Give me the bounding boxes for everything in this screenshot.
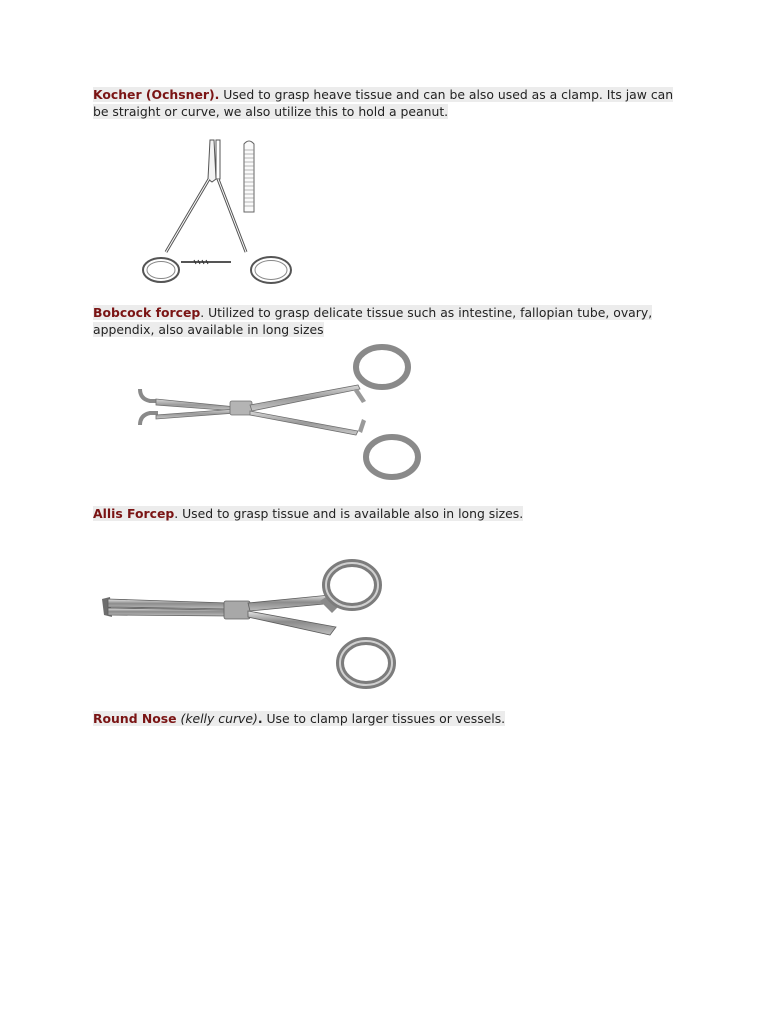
babcock-forceps-icon (136, 343, 426, 488)
kocher-forceps-icon (136, 134, 306, 289)
subterm-round-nose: (kelly curve) (176, 711, 258, 726)
description-allis: . Used to grasp tissue and is available also in long sizes. (174, 506, 524, 521)
entry-bobcock (93, 305, 683, 338)
term-bobcock: Bobcock forcep (93, 305, 201, 320)
entry-allis (93, 506, 683, 523)
entry-kocher (93, 87, 683, 120)
entry-round-nose (93, 711, 683, 728)
term-kocher: Kocher (Ochsner). (93, 87, 220, 102)
period-round-nose: . (257, 711, 263, 726)
term-round-nose: Round Nose (93, 711, 177, 726)
allis-forceps-icon (98, 545, 410, 700)
description-bobcock: . Utilized to grasp delicate tissue such as intestine, fallopian tube, ovary, appendix, also available in long sizes (93, 305, 653, 337)
description-round-nose: Use to clamp larger tissues or vessels. (262, 711, 506, 726)
description-kocher: Used to grasp heave tissue and can be also used as a clamp. Its jaw can be straight or curve, we also utilize this to hold a peanut. (93, 87, 674, 119)
term-allis: Allis Forcep (93, 506, 175, 521)
